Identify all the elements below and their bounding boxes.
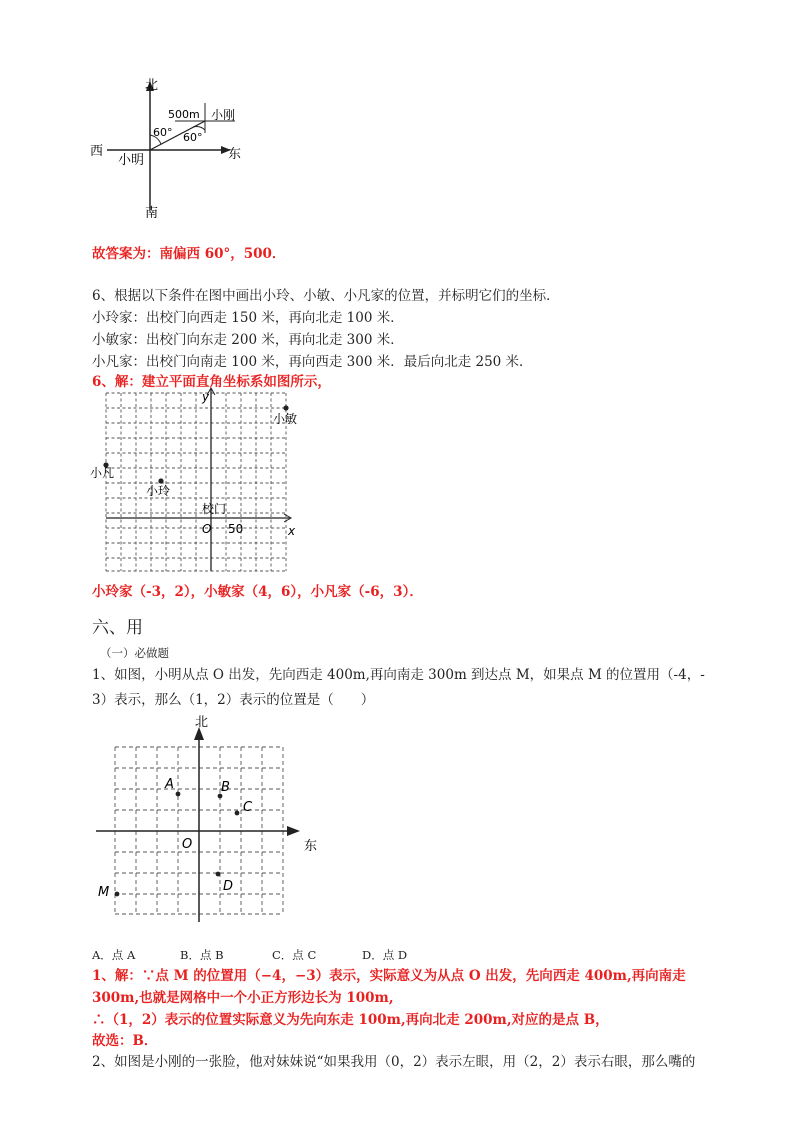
option-c: C．点 C [272,948,317,962]
q1-solution-1: 1、解：∵点 M 的位置用（−4，−3）表示，实际意义为从点 O 出发，先向西走 400m,再向南走 [92,968,686,984]
fig2-ling: 小玲 [146,484,171,498]
fig1-east: 东 [228,147,242,162]
fig3-origin: O [182,837,193,852]
direction-grid-figure [92,712,322,922]
q6-fan: 小凡家：出校门向南走 100 米，再向西走 300 米．最后向北走 250 米． [92,354,533,370]
q6-solution-head: 6、解：建立平面直角坐标系如图所示， [92,374,331,390]
fig1-angle2: 60° [183,131,203,144]
q2-line1: 2、如图是小刚的一张脸，他对妹妹说“如果我用（0，2）表示左眼，用（2，2）表示右眼，那么嘴的 [92,1054,696,1070]
q1-line2: 3）表示，那么（1，2）表示的位置是（ ） [92,692,375,708]
q6-ling: 小玲家：出校门向西走 150 米，再向北走 100 米． [92,310,404,326]
q6-prompt: 6、根据以下条件在图中画出小玲、小敏、小凡家的位置，并标明它们的坐标． [92,288,560,304]
section-title: 六、用 [92,618,143,638]
q1-solution-2: 300m,也就是网格中一个小正方形边长为 100m, [92,990,394,1006]
fig3-point-d: D [223,879,234,894]
section-subtitle: （一）必做题 [100,646,169,660]
q6-min: 小敏家：出校门向东走 200 米，再向北走 300 米． [92,332,404,348]
q1-solution-3: ∴（1，2）表示的位置实际意义为先向东走 100m,再向北走 200m,对应的是点 B， [92,1012,609,1028]
fig1-north: 北 [145,78,159,93]
fig3-point-b: B [221,780,230,795]
fig3-east: 东 [304,839,318,854]
fig2-x-label: x [288,524,296,538]
fig3-north: 北 [195,715,209,730]
q1-line1: 1、如图，小明从点 O 出发，先向西走 400m,再向南走 300m 到达点 M，如果点 M 的位置用（-4，- [92,667,705,683]
answer-5: 故答案为：南偏西 60°，500． [92,246,286,262]
coordinate-grid-figure [88,385,298,575]
fig3-point-c: C [243,800,253,815]
fig3-point-a: A [165,777,174,792]
fig1-gang: 小刚 [211,108,236,122]
fig2-fan: 小凡 [90,466,115,480]
fig2-scale: 50 [228,522,244,536]
option-a: A．点 A [92,948,136,962]
fig1-south: 南 [145,206,159,220]
fig3-point-m: M [98,885,110,900]
compass-diagram [85,75,255,220]
fig1-angle1: 60° [153,126,173,139]
fig1-west: 西 [90,144,104,159]
q6-solution-result: 小玲家（-3，2），小敏家（4，6），小凡家（-6，3）． [92,584,423,600]
option-b: B．点 B [180,948,224,962]
fig2-min: 小敏 [273,412,298,426]
fig2-gate: 校门 [202,502,227,516]
q1-solution-4: 故选：B． [92,1033,158,1049]
option-d: D．点 D [362,948,408,962]
fig2-origin: O [202,522,212,536]
fig1-ming: 小明 [118,153,145,168]
fig1-dist: 500m [168,108,200,121]
fig2-y-label: y [202,390,210,404]
